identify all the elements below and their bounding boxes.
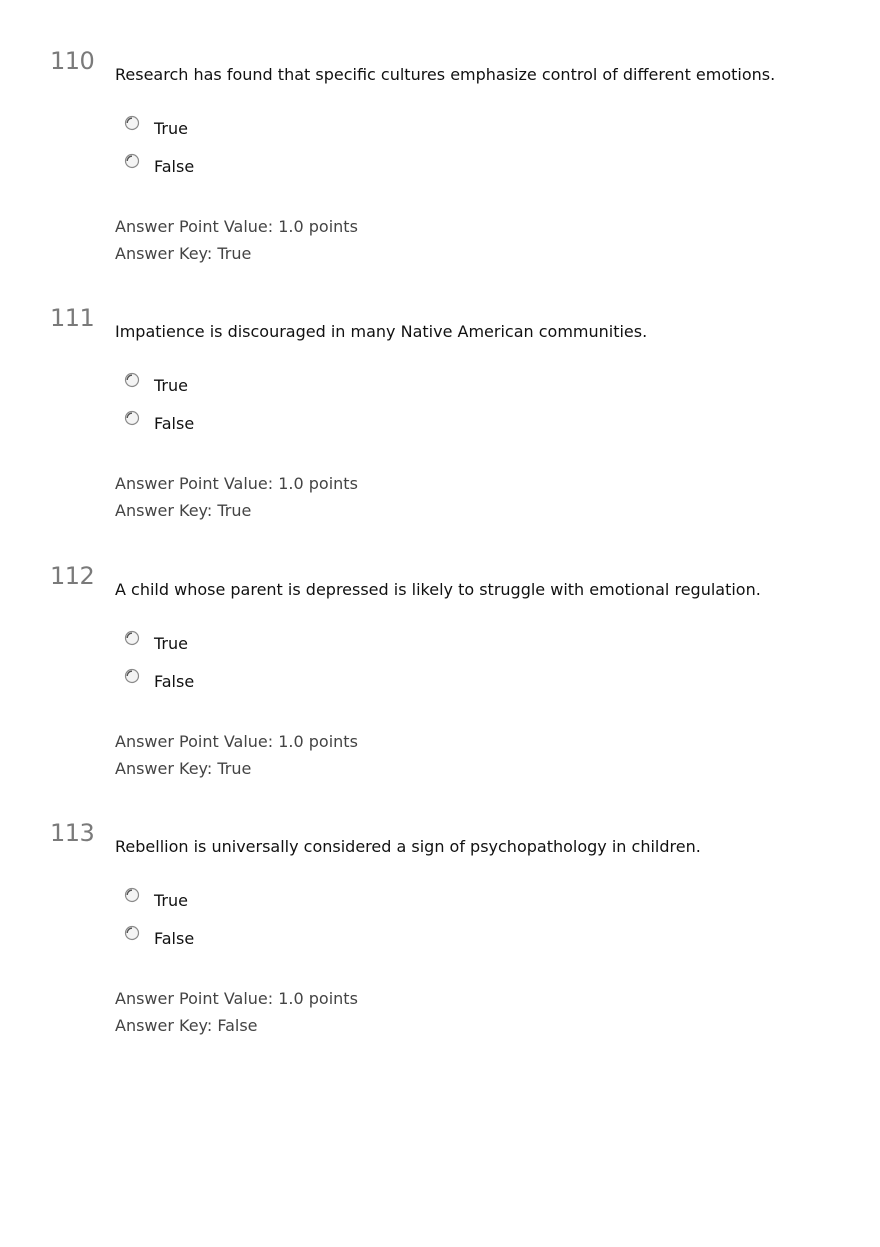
radio-unselected-icon[interactable] [124, 115, 140, 131]
option-true[interactable] [124, 372, 188, 395]
question-number: 113 [50, 819, 95, 847]
option-false[interactable] [124, 925, 195, 948]
radio-unselected-icon[interactable] [124, 153, 140, 169]
option-false[interactable] [124, 153, 195, 176]
option-true[interactable] [124, 115, 188, 138]
question-111 [0, 304, 880, 544]
question-number: 110 [50, 47, 95, 75]
radio-unselected-icon[interactable] [124, 410, 140, 426]
option-label: False [154, 929, 195, 948]
radio-unselected-icon[interactable] [124, 668, 140, 684]
question-113 [0, 819, 880, 1059]
radio-unselected-icon[interactable] [124, 372, 140, 388]
answer-point-value: Answer Point Value: 1.0 points [115, 732, 358, 751]
option-label: False [154, 672, 195, 691]
answer-key: Answer Key: False [115, 1016, 258, 1035]
option-label: False [154, 157, 195, 176]
option-label: True [154, 891, 188, 910]
radio-unselected-icon[interactable] [124, 630, 140, 646]
answer-key: Answer Key: True [115, 244, 252, 263]
option-false[interactable] [124, 410, 195, 433]
option-true[interactable] [124, 887, 188, 910]
question-112 [0, 562, 880, 802]
answer-point-value: Answer Point Value: 1.0 points [115, 474, 358, 493]
radio-unselected-icon[interactable] [124, 925, 140, 941]
answer-key: Answer Key: True [115, 501, 252, 520]
question-text: Research has found that specific cultures emphasize control of different emotions. [115, 65, 776, 84]
question-110 [0, 47, 880, 287]
option-true[interactable] [124, 630, 188, 653]
option-label: False [154, 414, 195, 433]
question-number: 111 [50, 304, 95, 332]
option-false[interactable] [124, 668, 195, 691]
answer-point-value: Answer Point Value: 1.0 points [115, 217, 358, 236]
answer-key: Answer Key: True [115, 759, 252, 778]
question-text: Rebellion is universally considered a sign of psychopathology in children. [115, 837, 701, 856]
option-label: True [154, 634, 188, 653]
option-label: True [154, 376, 188, 395]
radio-unselected-icon[interactable] [124, 887, 140, 903]
question-text: Impatience is discouraged in many Native American communities. [115, 322, 648, 341]
question-number: 112 [50, 562, 95, 590]
option-label: True [154, 119, 188, 138]
question-text: A child whose parent is depressed is likely to struggle with emotional regulation. [115, 580, 761, 599]
answer-point-value: Answer Point Value: 1.0 points [115, 989, 358, 1008]
